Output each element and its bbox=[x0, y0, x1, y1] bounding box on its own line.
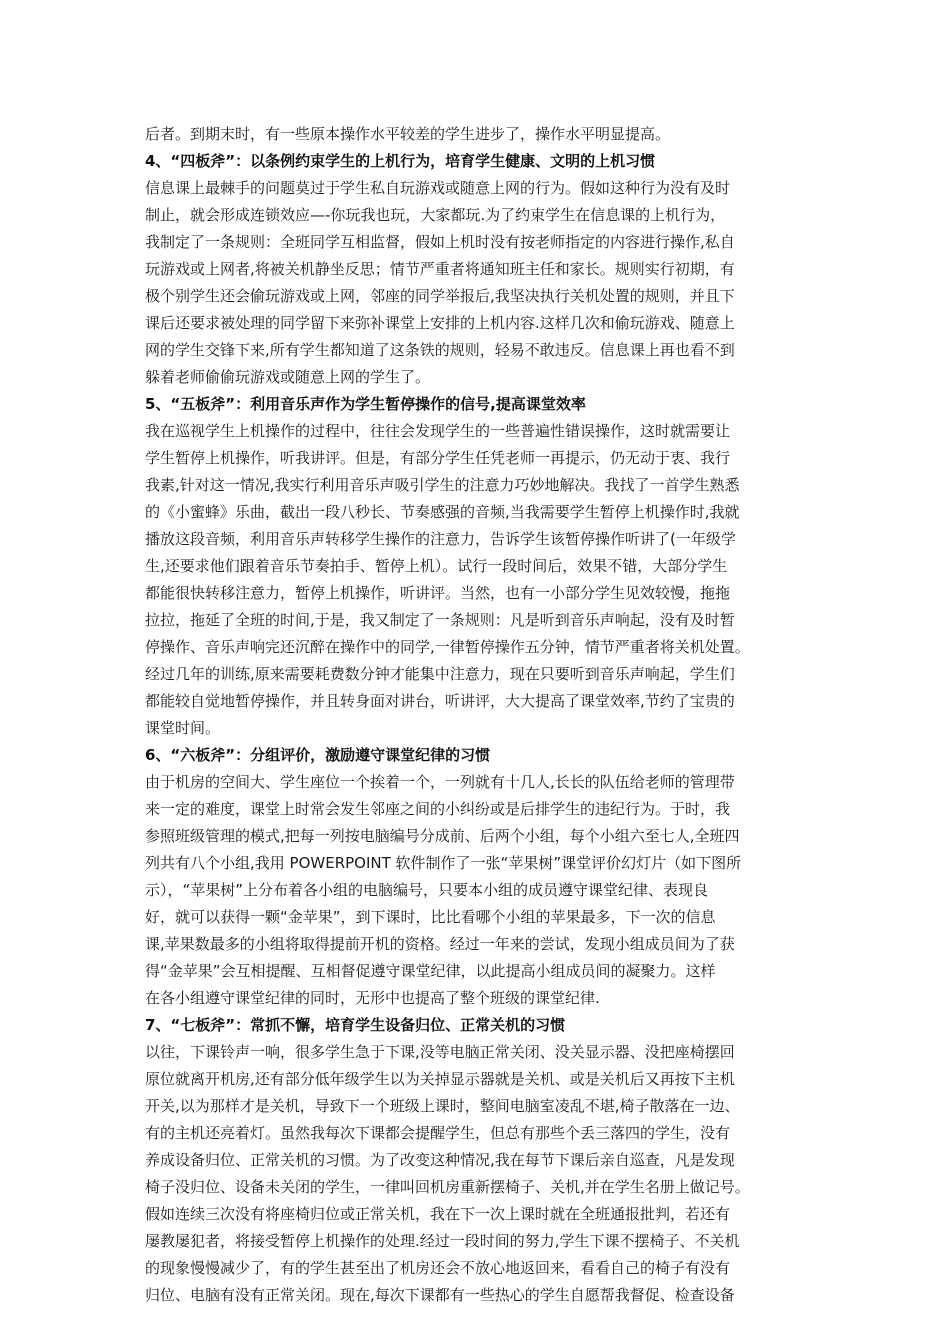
heading-text: 4、“四板斧”：以条例约束学生的上机行为，培育学生健康、文明的上机习惯 bbox=[145, 152, 656, 170]
text-line: 课后还要求被处理的同学留下来弥补课堂上安排的上机内容.这样几次和偷玩游戏、随意上 bbox=[145, 314, 735, 332]
text-line: 屡教屡犯者，将接受暂停上机操作的处理.经过一段时间的努力,学生下课不摆椅子、不关机 bbox=[145, 1232, 740, 1250]
text-line: 经过几年的训练,原来需要耗费数分钟才能集中注意力，现在只要听到音乐声响起，学生们 bbox=[145, 665, 735, 683]
text-line: 以往，下课铃声一响，很多学生急于下课,没等电脑正常关闭、没关显示器、没把座椅摆回 bbox=[145, 1043, 735, 1061]
text-line: 原位就离开机房,还有部分低年级学生以为关掉显示器就是关机、或是关机后又再按下主机 bbox=[145, 1070, 735, 1088]
text-line: 播放这段音频，利用音乐声转移学生操作的注意力，告诉学生该暂停操作听讲了(一年级学 bbox=[145, 530, 736, 548]
text-line: 都能较自觉地暂停操作，并且转身面对讲台，听讲评，大大提高了课堂效率,节约了宝贵的 bbox=[145, 692, 735, 710]
text-line: 我制定了一条规则：全班同学互相监督，假如上机时没有按老师指定的内容进行操作,私自 bbox=[145, 233, 735, 251]
text-line: 生,还要求他们跟着音乐节奏拍手、暂停上机）。试行一段时间后，效果不错，大部分学生 bbox=[145, 557, 728, 575]
heading-text: 5、“五板斧”：利用音乐声作为学生暂停操作的信号,提高课堂效率 bbox=[145, 395, 586, 413]
paragraph-section-7 bbox=[145, 1039, 825, 1309]
text-line: 我在巡视学生上机操作的过程中，往往会发现学生的一些普遍性错误操作，这时就需要让 bbox=[145, 422, 731, 440]
text-line: 后者。到期末时，有一些原本操作水平较差的学生进步了，操作水平明显提高。 bbox=[145, 125, 671, 143]
text-line: 参照班级管理的模式,把每一列按电脑编号分成前、后两个小组，每个小组六至七人,全班四 bbox=[145, 827, 740, 845]
paragraph-continuation bbox=[145, 121, 825, 148]
text-line: 制止，就会形成连锁效应—-你玩我也玩，大家都玩.为了约束学生在信息课的上机行为， bbox=[145, 206, 726, 224]
text-line: 示），“苹果树”上分布着各小组的电脑编号，只要本小组的成员遵守课堂纪律、表现良 bbox=[145, 881, 709, 899]
text-line: 得“金苹果”会互相提醒、互相督促遵守课堂纪律，以此提高小组成员间的凝聚力。这样 bbox=[145, 962, 716, 980]
text-line: 都能很快转移注意力，暂停上机操作，听讲评。当然，也有一小部分学生见效较慢，拖拖 bbox=[145, 584, 731, 602]
text-line: 归位、电脑有没有正常关闭。现在,每次下课都有一些热心的学生自愿帮我督促、检查设备 bbox=[145, 1286, 735, 1304]
document-page bbox=[145, 121, 825, 1309]
text-line: 信息课上最棘手的问题莫过于学生私自玩游戏或随意上网的行为。假如这种行为没有及时 bbox=[145, 179, 731, 197]
text-line: 学生暂停上机操作，听我讲评。但是，有部分学生任凭老师一再提示，仍无动于衷、我行 bbox=[145, 449, 731, 467]
section-heading-7 bbox=[145, 1012, 825, 1039]
section-heading-6 bbox=[145, 742, 825, 769]
text-line: 课,苹果数最多的小组将取得提前开机的资格。经过一年来的尝试，发现小组成员间为了获 bbox=[145, 935, 735, 953]
text-line: 拉拉，拖延了全班的时间,于是，我又制定了一条规则：凡是听到音乐声响起，没有及时暂 bbox=[145, 611, 735, 629]
section-heading-4 bbox=[145, 148, 825, 175]
text-line: 来一定的难度，课堂上时常会发生邻座之间的小纠纷或是后排学生的违纪行为。于时，我 bbox=[145, 800, 731, 818]
text-line: 好，就可以获得一颗“金苹果”，到下课时，比比看哪个小组的苹果最多，下一次的信息 bbox=[145, 908, 716, 926]
text-line: 的现象慢慢减少了，有的学生甚至出了机房还会不放心地返回来，看看自己的椅子有没有 bbox=[145, 1259, 731, 1277]
heading-text: 7、“七板斧”：常抓不懈，培育学生设备归位、正常关机的习惯 bbox=[145, 1016, 566, 1034]
text-line: 网的学生交锋下来,所有学生都知道了这条铁的规则，轻易不敢违反。信息课上再也看不到 bbox=[145, 341, 735, 359]
text-line: 停操作、音乐声响完还沉醉在操作中的同学,一律暂停操作五分钟，情节严重者将关机处置。 bbox=[145, 638, 750, 656]
paragraph-section-4 bbox=[145, 175, 825, 391]
text-line: 课堂时间。 bbox=[145, 719, 221, 737]
text-line: 躲着老师偷偷玩游戏或随意上网的学生了。 bbox=[145, 368, 431, 386]
text-line: 我素,针对这一情况,我实行利用音乐声吸引学生的注意力巧妙地解决。我找了一首学生熟悉 bbox=[145, 476, 740, 494]
text-line: 假如连续三次没有将座椅归位或正常关机，我在下一次上课时就在全班通报批判，若还有 bbox=[145, 1205, 731, 1223]
text-line: 极个别学生还会偷玩游戏或上网，邻座的同学举报后,我坚决执行关机处置的规则，并且下 bbox=[145, 287, 735, 305]
text-line: 的《小蜜蜂》乐曲，截出一段八秒长、节奏感强的音频,当我需要学生暂停上机操作时,我就 bbox=[145, 503, 740, 521]
text-line: 由于机房的空间大、学生座位一个挨着一个，一列就有十几人,长长的队伍给老师的管理带 bbox=[145, 773, 735, 791]
paragraph-section-6 bbox=[145, 769, 825, 1012]
text-line: 开关,以为那样才是关机，导致下一个班级上课时，整间电脑室凌乱不堪,椅子散落在一边、 bbox=[145, 1097, 740, 1115]
text-line: 椅子没归位、设备未关闭的学生，一律叫回机房重新摆椅子、关机,并在学生名册上做记号。 bbox=[145, 1178, 750, 1196]
text-line: 有的主机还亮着灯。虽然我每次下课都会提醒学生，但总有那些个丢三落四的学生，没有 bbox=[145, 1124, 731, 1142]
text-line: 在各小组遵守课堂纪律的同时，无形中也提高了整个班级的课堂纪律. bbox=[145, 989, 600, 1007]
text-line: 列共有八个小组,我用 POWERPOINT 软件制作了一张“苹果树”课堂评价幻灯片（如下图所 bbox=[145, 854, 742, 872]
heading-text: 6、“六板斧”：分组评价，激励遵守课堂纪律的习惯 bbox=[145, 746, 491, 764]
text-line: 玩游戏或上网者,将被关机静坐反思；情节严重者将通知班主任和家长。规则实行初期，有 bbox=[145, 260, 735, 278]
paragraph-section-5 bbox=[145, 418, 825, 742]
section-heading-5 bbox=[145, 391, 825, 418]
text-line: 养成设备归位、正常关机的习惯。为了改变这种情况,我在每节下课后亲自巡查，凡是发现 bbox=[145, 1151, 735, 1169]
